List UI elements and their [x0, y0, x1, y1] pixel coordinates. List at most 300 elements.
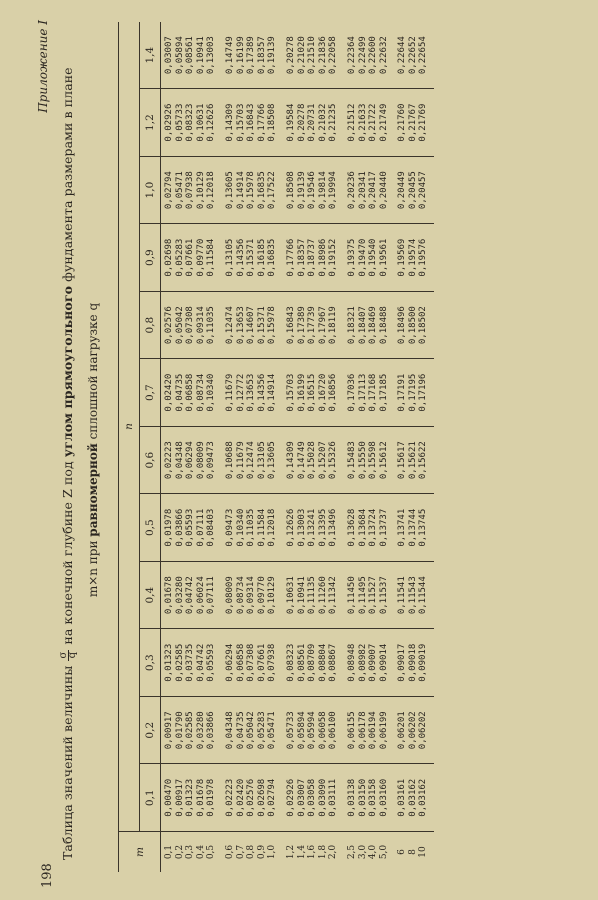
coefficient-value: 0,14309: [224, 103, 235, 142]
row-group: [222, 22, 283, 872]
title-part-1: Таблица значений величины: [60, 665, 75, 860]
value-cell: [283, 291, 344, 359]
coefficient-value: 0,18502: [418, 306, 429, 345]
coefficient-value: 0,14356: [256, 373, 267, 412]
value-cell: [394, 291, 434, 359]
coefficient-value: 0,17766: [285, 238, 296, 277]
coefficient-value: 0,15978: [246, 171, 257, 210]
coefficient-value: 0,11527: [368, 576, 379, 615]
value-cell: [394, 494, 434, 562]
value-cell: [344, 494, 394, 562]
coefficient-value: 0,01678: [195, 778, 206, 817]
coefficient-value: 0,12474: [246, 441, 257, 480]
coefficient-value: 0,08734: [195, 373, 206, 412]
coefficient-value: 0,11541: [397, 576, 408, 615]
stress-coefficient-table: [118, 22, 434, 872]
coefficient-value: 0,21032: [317, 103, 328, 142]
m-values-cell: [222, 832, 283, 873]
coefficient-value: 0,04735: [235, 711, 246, 750]
coefficient-value: 0,17036: [346, 373, 357, 412]
coefficient-value: 0,07661: [185, 238, 196, 277]
m-column-header: m: [119, 832, 161, 873]
row-group: [394, 22, 434, 872]
coefficient-value: 0,14607: [246, 306, 257, 345]
coefficient-value: 0,11035: [246, 508, 257, 547]
coefficient-value: 0,06199: [378, 711, 389, 750]
value-cell: [161, 561, 222, 629]
coefficient-value: 0,05733: [285, 711, 296, 750]
coefficient-value: 0,03007: [296, 778, 307, 817]
coefficient-value: 0,05593: [185, 508, 196, 547]
n-header-cell: 1,2: [140, 89, 161, 157]
m-value: 0,6: [224, 844, 235, 860]
title-part-3: фундамента размерами в плане: [60, 67, 75, 282]
coefficient-value: 0,15703: [285, 373, 296, 412]
coefficient-value: 0,19569: [397, 238, 408, 277]
coefficient-value: 0,22058: [328, 36, 339, 75]
coefficient-value: 0,15598: [368, 441, 379, 480]
value-cell: [222, 629, 283, 697]
page-number: 198: [40, 863, 55, 888]
coefficient-value: 0,19139: [296, 171, 307, 210]
coefficient-value: 0,05283: [174, 238, 185, 277]
coefficient-value: 0,10631: [195, 103, 206, 142]
value-cell: [344, 156, 394, 224]
coefficient-value: 0,18119: [328, 306, 339, 345]
coefficient-value: 0,03158: [368, 778, 379, 817]
coefficient-value: 0,07661: [256, 643, 267, 682]
coefficient-value: 0,20731: [307, 103, 318, 142]
value-cell: [344, 224, 394, 292]
coefficient-value: 0,16843: [285, 306, 296, 345]
coefficient-value: 0,11342: [328, 576, 339, 615]
coefficient-value: 0,07308: [185, 306, 196, 345]
coefficient-value: 0,19546: [307, 171, 318, 210]
n-header-cell: 0,2: [140, 696, 161, 764]
m-value: 10: [418, 846, 429, 858]
value-cell: [344, 561, 394, 629]
coefficient-value: 0,16185: [256, 238, 267, 277]
value-cell: [161, 156, 222, 224]
coefficient-value: 0,14749: [224, 36, 235, 75]
coefficient-value: 0,09019: [418, 643, 429, 682]
coefficient-value: 0,08323: [185, 103, 196, 142]
value-cell: [344, 291, 394, 359]
value-cell: [283, 629, 344, 697]
coefficient-value: 0,20341: [357, 171, 368, 210]
coefficient-value: 0,21836: [317, 36, 328, 75]
coefficient-value: 0,20449: [397, 171, 408, 210]
coefficient-value: 0,16199: [296, 373, 307, 412]
coefficient-value: 0,03058: [307, 778, 318, 817]
coefficient-value: 0,22499: [357, 36, 368, 75]
coefficient-value: 0,21512: [346, 103, 357, 142]
header-row-n-values: [140, 22, 161, 872]
row-group: [161, 22, 222, 872]
n-header-cell: 1,4: [140, 22, 161, 89]
coefficient-value: 0,03111: [328, 778, 339, 817]
coefficient-value: 0,17113: [357, 373, 368, 412]
value-cell: [161, 291, 222, 359]
coefficient-value: 0,10340: [235, 508, 246, 547]
coefficient-value: 0,18469: [368, 306, 379, 345]
m-value: 2,0: [328, 844, 339, 860]
coefficient-value: 0,06024: [195, 576, 206, 615]
coefficient-value: 0,00917: [164, 711, 174, 750]
coefficient-value: 0,02576: [164, 306, 174, 345]
title-part-2: на конечной глубине Z под: [60, 461, 75, 645]
coefficient-value: 0,01323: [164, 643, 174, 682]
m-value: 0,5: [206, 844, 217, 860]
coefficient-value: 0,08561: [296, 643, 307, 682]
value-cell: [222, 291, 283, 359]
coefficient-value: 0,06294: [224, 643, 235, 682]
value-cell: [394, 89, 434, 157]
coefficient-value: 0,01790: [174, 711, 185, 750]
coefficient-value: 0,06858: [185, 373, 196, 412]
coefficient-value: 0,11035: [206, 306, 217, 345]
coefficient-value: 0,09014: [378, 643, 389, 682]
coefficient-value: 0,06858: [235, 643, 246, 682]
m-value: 1,6: [307, 844, 318, 860]
subtitle-part-2: сплошной нагрузке q: [86, 302, 100, 440]
coefficient-value: 0,05994: [307, 711, 318, 750]
coefficient-value: 0,18357: [256, 36, 267, 75]
m-value: 0,9: [256, 844, 267, 860]
coefficient-value: 0,20417: [368, 171, 379, 210]
coefficient-value: 0,07308: [246, 643, 257, 682]
coefficient-value: 0,13496: [328, 508, 339, 547]
coefficient-value: 0,14914: [267, 373, 278, 412]
coefficient-value: 0,11450: [346, 576, 357, 615]
value-cell: [161, 764, 222, 832]
coefficient-value: 0,16835: [267, 238, 278, 277]
value-cell: [222, 22, 283, 89]
m-value: 8: [407, 849, 418, 855]
value-cell: [394, 764, 434, 832]
coefficient-value: 0,02420: [235, 778, 246, 817]
coefficient-value: 0,09770: [195, 238, 206, 277]
m-values-cell: [283, 832, 344, 873]
coefficient-value: 0,13653: [246, 373, 257, 412]
coefficient-value: 0,08734: [235, 576, 246, 615]
coefficient-value: 0,22654: [418, 36, 429, 75]
fraction-denominator: q: [67, 651, 78, 659]
coefficient-value: 0,17185: [378, 373, 389, 412]
coefficient-value: 0,17196: [418, 373, 429, 412]
coefficient-value: 0,03866: [206, 711, 217, 750]
coefficient-value: 0,17739: [307, 306, 318, 345]
coefficient-value: 0,15978: [267, 306, 278, 345]
value-cell: [344, 764, 394, 832]
coefficient-value: 0,21769: [418, 103, 429, 142]
coefficient-value: 0,18500: [407, 306, 418, 345]
value-cell: [283, 494, 344, 562]
coefficient-value: 0,03160: [378, 778, 389, 817]
coefficient-value: 0,18986: [317, 238, 328, 277]
coefficient-value: 0,08323: [285, 643, 296, 682]
sigma-over-q-fraction: [60, 650, 77, 661]
title-bold: углом прямоугольного: [60, 285, 75, 458]
coefficient-value: 0,16843: [246, 103, 257, 142]
coefficient-value: 0,15550: [357, 441, 368, 480]
coefficient-value: 0,13003: [296, 508, 307, 547]
coefficient-value: 0,08709: [307, 643, 318, 682]
m-values-cell: [344, 832, 394, 873]
m-value: 0,3: [185, 844, 196, 860]
m-value: 0,8: [246, 844, 257, 860]
value-cell: [283, 156, 344, 224]
coefficient-value: 0,05894: [174, 36, 185, 75]
coefficient-value: 0,10129: [195, 171, 206, 210]
n-header-cell: 0,1: [140, 764, 161, 832]
coefficient-value: 0,19574: [407, 238, 418, 277]
appendix-label: Приложение I: [36, 20, 50, 113]
coefficient-value: 0,15612: [378, 441, 389, 480]
n-header-cell: 0,9: [140, 224, 161, 292]
coefficient-value: 0,05471: [267, 711, 278, 750]
coefficient-value: 0,01978: [164, 508, 174, 547]
coefficient-value: 0,18488: [378, 306, 389, 345]
coefficient-value: 0,15371: [256, 306, 267, 345]
coefficient-value: 0,05471: [174, 171, 185, 210]
value-cell: [222, 156, 283, 224]
value-cell: [222, 89, 283, 157]
coefficient-value: 0,13684: [357, 508, 368, 547]
coefficient-value: 0,11543: [407, 576, 418, 615]
value-cell: [283, 426, 344, 494]
coefficient-value: 0,08561: [185, 36, 196, 75]
coefficient-value: 0,22632: [378, 36, 389, 75]
coefficient-value: 0,02794: [164, 171, 174, 210]
value-cell: [161, 89, 222, 157]
coefficient-value: 0,15207: [317, 441, 328, 480]
coefficient-value: 0,05042: [174, 306, 185, 345]
coefficient-value: 0,18321: [346, 306, 357, 345]
coefficient-value: 0,09007: [368, 643, 379, 682]
coefficient-value: 0,19540: [368, 238, 379, 277]
coefficient-value: 0,13105: [224, 238, 235, 277]
value-cell: [394, 696, 434, 764]
coefficient-value: 0,02223: [224, 778, 235, 817]
coefficient-value: 0,03162: [407, 778, 418, 817]
coefficient-value: 0,10941: [195, 36, 206, 75]
coefficient-value: 0,06202: [418, 711, 429, 750]
header-row-n-label: [119, 22, 140, 872]
coefficient-value: 0,04742: [185, 576, 196, 615]
coefficient-value: 0,18407: [357, 306, 368, 345]
coefficient-value: 0,08403: [206, 508, 217, 547]
coefficient-value: 0,01323: [185, 778, 196, 817]
coefficient-value: 0,21633: [357, 103, 368, 142]
coefficient-value: 0,13395: [317, 508, 328, 547]
coefficient-value: 0,04348: [224, 711, 235, 750]
coefficient-value: 0,02576: [246, 778, 257, 817]
coefficient-value: 0,21722: [368, 103, 379, 142]
coefficient-value: 0,06155: [346, 711, 357, 750]
coefficient-value: 0,15483: [346, 441, 357, 480]
value-cell: [222, 764, 283, 832]
coefficient-value: 0,15028: [307, 441, 318, 480]
value-cell: [222, 494, 283, 562]
coefficient-value: 0,21510: [307, 36, 318, 75]
coefficient-value: 0,01978: [206, 778, 217, 817]
coefficient-value: 0,04735: [174, 373, 185, 412]
value-cell: [394, 224, 434, 292]
coefficient-value: 0,06294: [185, 441, 196, 480]
coefficient-value: 0,20455: [407, 171, 418, 210]
coefficient-value: 0,17967: [317, 306, 328, 345]
coefficient-value: 0,04742: [195, 643, 206, 682]
coefficient-value: 0,08009: [224, 576, 235, 615]
coefficient-value: 0,18496: [397, 306, 408, 345]
coefficient-value: 0,19375: [346, 238, 357, 277]
coefficient-value: 0,12018: [206, 171, 217, 210]
table-title: [60, 67, 77, 860]
coefficient-value: 0,05593: [206, 643, 217, 682]
coefficient-value: 0,18508: [285, 171, 296, 210]
n-group-header: n: [119, 22, 140, 832]
coefficient-value: 0,09473: [206, 441, 217, 480]
coefficient-value: 0,22652: [407, 36, 418, 75]
coefficient-value: 0,05283: [256, 711, 267, 750]
coefficient-value: 0,11584: [256, 508, 267, 547]
coefficient-value: 0,16835: [256, 171, 267, 210]
coefficient-value: 0,03735: [185, 643, 196, 682]
coefficient-value: 0,22644: [397, 36, 408, 75]
coefficient-value: 0,16199: [235, 36, 246, 75]
value-cell: [344, 22, 394, 89]
coefficient-value: 0,21760: [397, 103, 408, 142]
coefficient-value: 0,20236: [346, 171, 357, 210]
value-cell: [344, 89, 394, 157]
m-value: 1,8: [317, 844, 328, 860]
coefficient-value: 0,02698: [164, 238, 174, 277]
coefficient-value: 0,13653: [235, 306, 246, 345]
coefficient-value: 0,07111: [195, 508, 206, 547]
coefficient-value: 0,13724: [368, 508, 379, 547]
m-value: 0,7: [235, 844, 246, 860]
n-header-cell: 0,3: [140, 629, 161, 697]
value-cell: [344, 359, 394, 427]
m-value: 4,0: [368, 844, 379, 860]
value-cell: [344, 426, 394, 494]
value-cell: [344, 629, 394, 697]
coefficient-value: 0,14914: [235, 171, 246, 210]
coefficient-value: 0,14309: [285, 441, 296, 480]
coefficient-value: 0,16720: [317, 373, 328, 412]
n-header-cell: 1,0: [140, 156, 161, 224]
coefficient-value: 0,10129: [267, 576, 278, 615]
coefficient-value: 0,10340: [206, 373, 217, 412]
coefficient-value: 0,21749: [378, 103, 389, 142]
coefficient-value: 0,20440: [378, 171, 389, 210]
m-value: 0,2: [174, 844, 185, 860]
coefficient-value: 0,13744: [407, 508, 418, 547]
value-cell: [161, 629, 222, 697]
fraction-numerator: σ: [58, 651, 69, 659]
coefficient-value: 0,01678: [164, 576, 174, 615]
n-header-cell: 0,5: [140, 494, 161, 562]
coefficient-value: 0,17766: [256, 103, 267, 142]
value-cell: [283, 561, 344, 629]
coefficient-value: 0,13745: [418, 508, 429, 547]
value-cell: [161, 359, 222, 427]
coefficient-value: 0,12626: [285, 508, 296, 547]
coefficient-value: 0,06178: [357, 711, 368, 750]
coefficient-value: 0,08948: [346, 643, 357, 682]
value-cell: [222, 426, 283, 494]
coefficient-value: 0,11495: [357, 576, 368, 615]
value-cell: [283, 359, 344, 427]
coefficient-value: 0,13605: [224, 171, 235, 210]
coefficient-value: 0,03090: [317, 778, 328, 817]
coefficient-value: 0,21767: [407, 103, 418, 142]
coefficient-value: 0,19152: [328, 238, 339, 277]
coefficient-value: 0,02794: [267, 778, 278, 817]
value-cell: [161, 494, 222, 562]
coefficient-value: 0,12018: [267, 508, 278, 547]
coefficient-value: 0,02926: [164, 103, 174, 142]
value-cell: [394, 561, 434, 629]
coefficient-value: 0,22600: [368, 36, 379, 75]
value-cell: [394, 156, 434, 224]
value-cell: [161, 224, 222, 292]
coefficient-value: 0,21235: [328, 103, 339, 142]
coefficient-value: 0,18508: [267, 103, 278, 142]
coefficient-value: 0,19561: [378, 238, 389, 277]
m-value: 0,4: [195, 844, 206, 860]
coefficient-value: 0,11679: [224, 373, 235, 412]
value-cell: [161, 22, 222, 89]
value-cell: [394, 22, 434, 89]
coefficient-value: 0,10688: [224, 441, 235, 480]
coefficient-value: 0,03150: [357, 778, 368, 817]
coefficient-value: 0,19814: [317, 171, 328, 210]
coefficient-value: 0,06058: [317, 711, 328, 750]
m-value: 0,1: [164, 844, 174, 860]
coefficient-value: 0,11537: [378, 576, 389, 615]
coefficient-value: 0,07111: [206, 576, 217, 615]
row-group: [283, 22, 344, 872]
n-header-cell: 0,7: [140, 359, 161, 427]
coefficient-value: 0,03866: [174, 508, 185, 547]
value-cell: [394, 359, 434, 427]
coefficient-value: 0,06201: [397, 711, 408, 750]
coefficient-value: 0,16515: [307, 373, 318, 412]
coefficient-value: 0,09314: [195, 306, 206, 345]
coefficient-value: 0,20278: [296, 103, 307, 142]
value-cell: [283, 89, 344, 157]
coefficient-value: 0,17168: [368, 373, 379, 412]
coefficient-value: 0,09770: [256, 576, 267, 615]
value-cell: [161, 426, 222, 494]
m-value: 3,0: [357, 844, 368, 860]
coefficient-value: 0,06202: [407, 711, 418, 750]
coefficient-value: 0,14749: [296, 441, 307, 480]
value-cell: [283, 764, 344, 832]
coefficient-value: 0,17195: [407, 373, 418, 412]
coefficient-value: 0,13241: [307, 508, 318, 547]
coefficient-value: 0,03138: [346, 778, 357, 817]
coefficient-value: 0,13003: [206, 36, 217, 75]
coefficient-value: 0,22364: [346, 36, 357, 75]
coefficient-value: 0,12626: [206, 103, 217, 142]
coefficient-value: 0,05042: [246, 711, 257, 750]
coefficient-value: 0,02585: [185, 711, 196, 750]
coefficient-value: 0,00470: [164, 778, 174, 817]
coefficient-value: 0,11584: [206, 238, 217, 277]
